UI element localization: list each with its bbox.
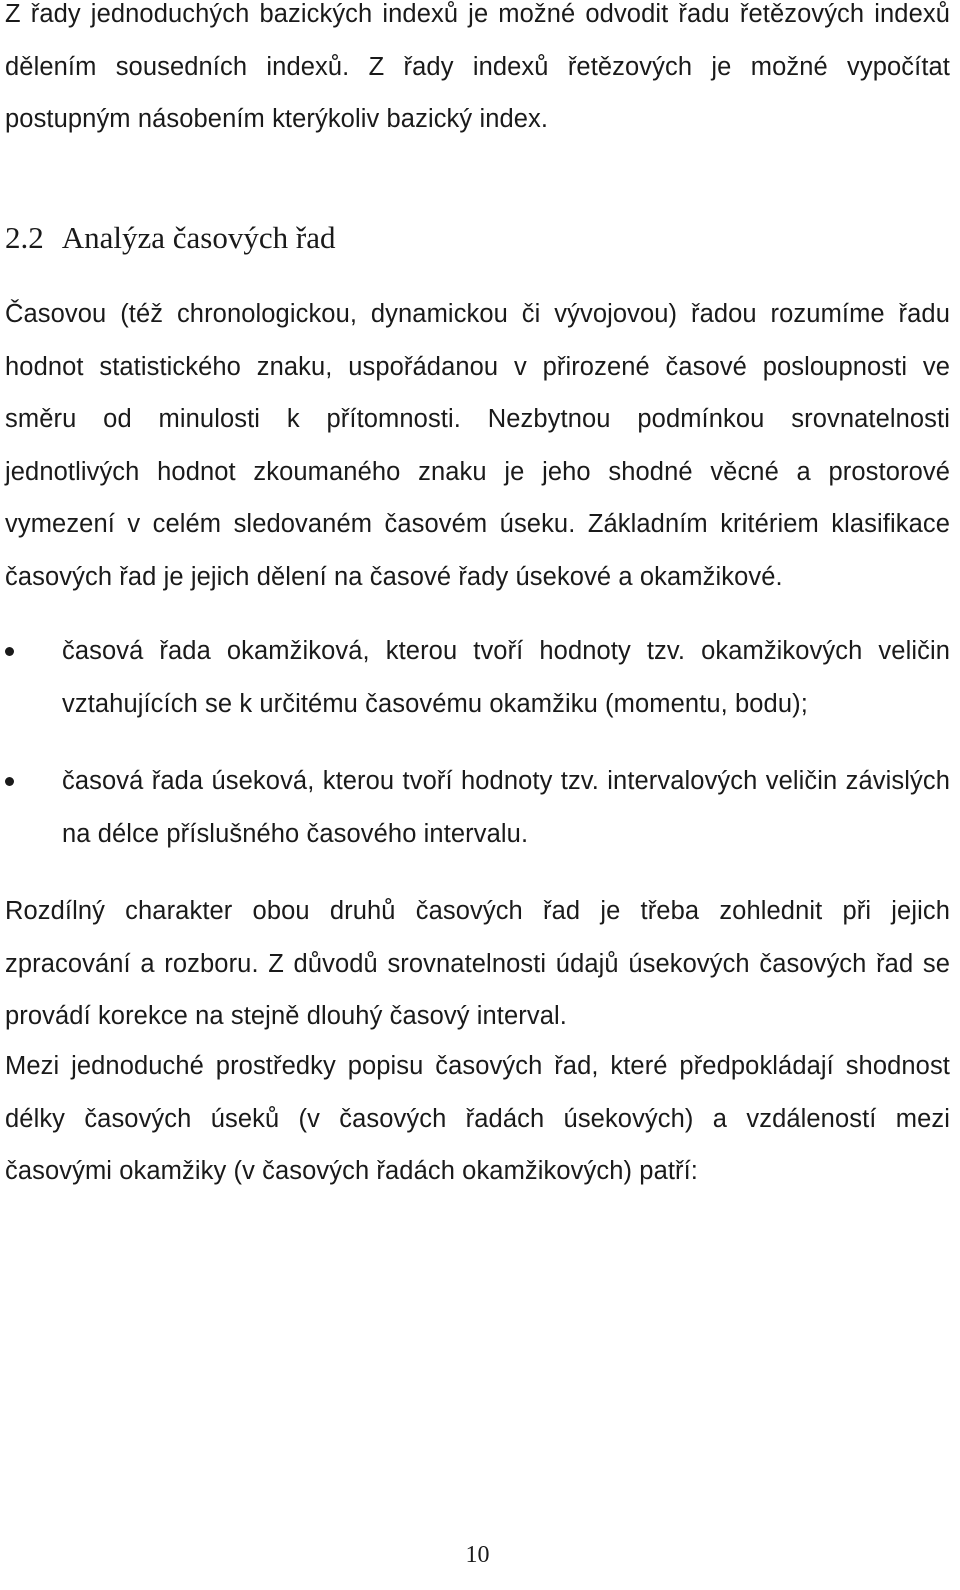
section-number: 2.2 [5,220,44,255]
section-heading [5,218,335,258]
document-page [5,0,950,1590]
paragraph-time-series-definition: Časovou (též chronologickou, dynamickou či vývojovou) řadou rozumíme řadu hodnot statistického znaku, uspořádanou v přirozené časové posloupnosti ve směru od minulosti k přítomnosti. Nezbytnou podmínkou srovnatelnosti jednotlivých hodnot zkoumaného znaku je jeho shodné věcné a prostorové vymezení v celém sledovaném časovém úseku. Základním kritériem klasifikace časových řad je jejich dělení na časové řady úsekové a okamžikové. [5,300,950,591]
paragraph-simple-description-means: Mezi jednoduché prostředky popisu časových řad, které předpokládají shodnost délky časových úseků (v časových řadách úsekových) a vzdáleností mezi časovými okamžiky (v časových řadách okamžikových) patří: [5,1052,950,1185]
bullet-icon [5,777,14,786]
list-item [5,625,950,730]
section-title: Analýza časových řad [61,220,336,255]
list-item-text: časová řada úseková, kterou tvoří hodnoty tzv. intervalových veličin závislých na délce příslušného časového intervalu. [62,767,950,848]
intro-paragraph: Z řady jednoduchých bazických indexů je možné odvodit řadu řetězových indexů dělením sousedních indexů. Z řady indexů řetězových je možné vypočítat postupným násobením kterýkoliv bazický index. [5,0,950,133]
list-item-text: časová řada okamžiková, kterou tvoří hodnoty tzv. okamžikových veličin vztahujících se k určitému časovému okamžiku (momentu, bodu); [62,637,950,718]
paragraph-series-processing: Rozdílný charakter obou druhů časových řad je třeba zohlednit při jejich zpracování a rozboru. Z důvodů srovnatelnosti údajů úsekových časových řad se provádí korekce na stejně dlouhý časový interval. [5,897,950,1030]
bullet-icon [5,647,14,656]
list-item [5,755,950,860]
page-number: 10 [465,1542,490,1568]
time-series-types-list [5,625,950,860]
